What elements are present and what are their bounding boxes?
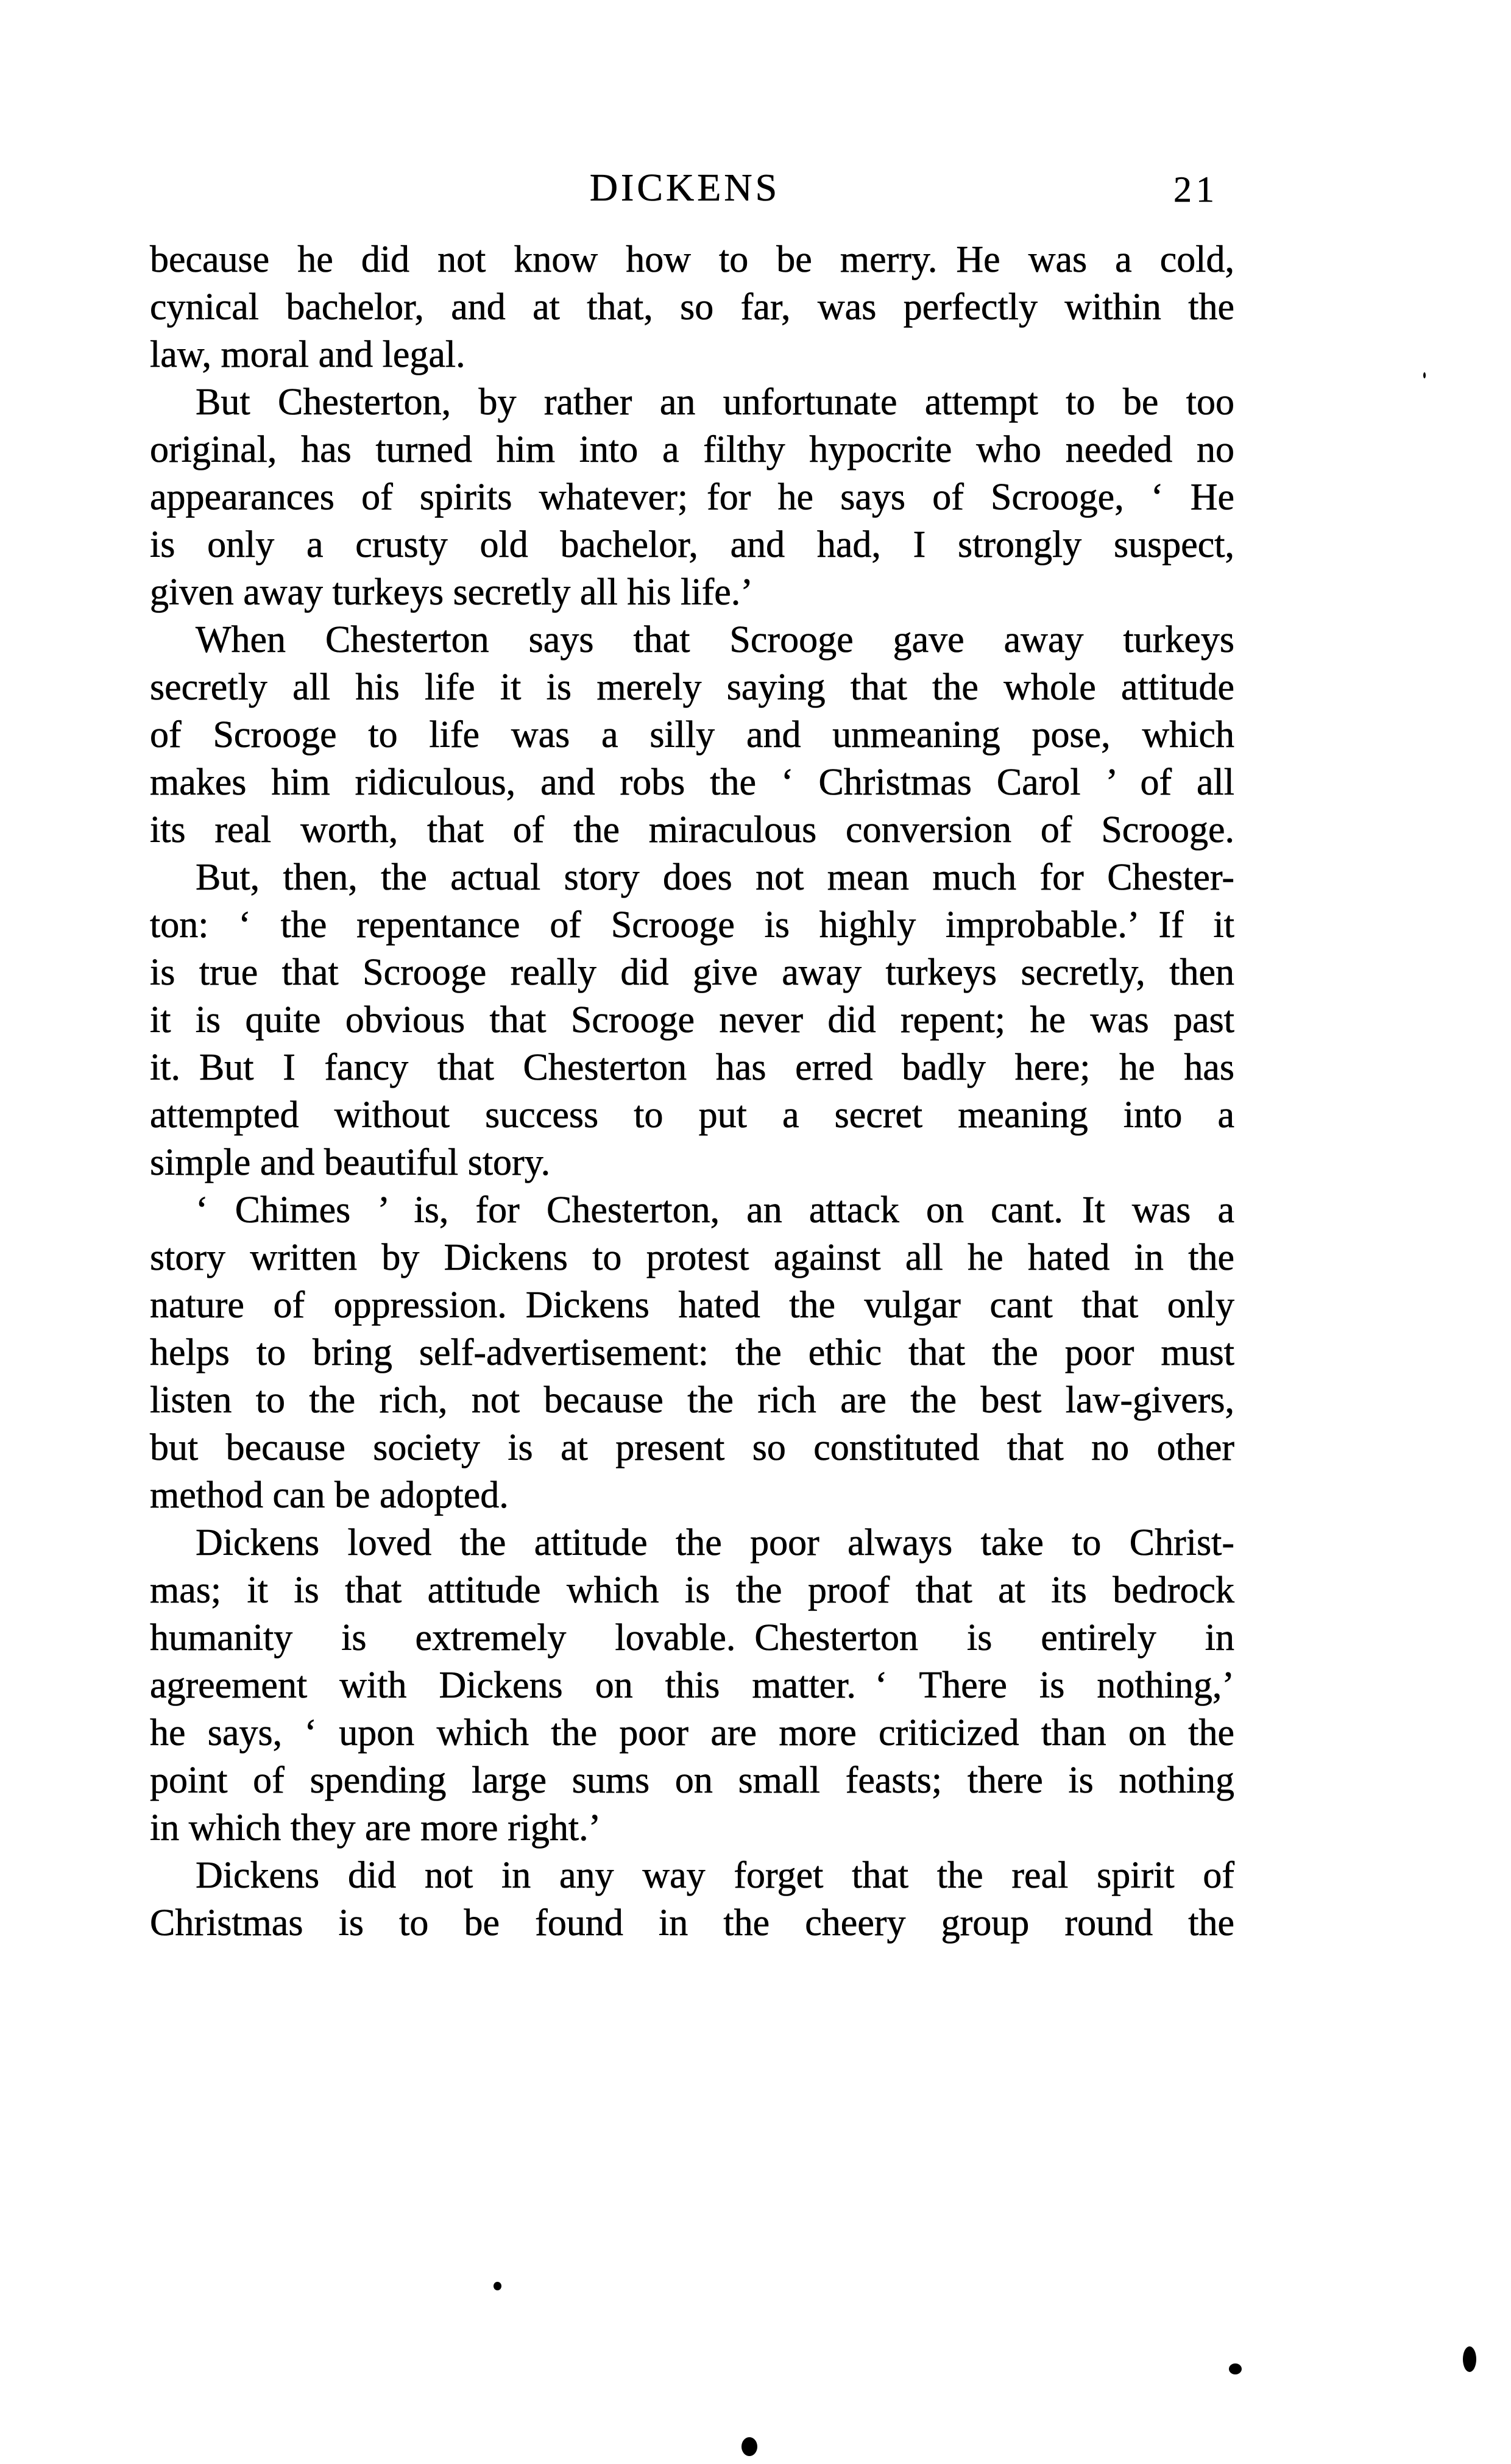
paragraph-4 — [150, 854, 1234, 1186]
text-line: of Scrooge to life was a silly and unmeaning pose, which — [150, 714, 1234, 756]
text-line: listen to the rich, not because the rich are the best law-givers, — [150, 1379, 1234, 1421]
text-line: its real worth, that of the miraculous conversion of Scrooge. — [150, 809, 1234, 851]
paragraph-6 — [150, 1519, 1234, 1852]
text-line: nature of oppression. Dickens hated the vulgar cant that only — [150, 1284, 1234, 1326]
page-title: DICKENS — [589, 166, 780, 209]
text-line: is only a crusty old bachelor, and had, I strongly suspect, — [150, 524, 1234, 565]
text-line: ‘ Chimes ’ is, for Chesterton, an attack on cant. It was a — [196, 1189, 1234, 1231]
text-line: humanity is extremely lovable. Chesterton is entirely in — [150, 1617, 1234, 1659]
text-line: original, has turned him into a filthy hypocrite who needed no — [150, 429, 1234, 470]
text-line: he says, ‘ upon which the poor are more criticized than on the — [150, 1712, 1234, 1754]
text-line: because he did not know how to be merry. He was a cold, — [150, 239, 1234, 280]
paragraph-7 — [150, 1852, 1234, 1947]
ink-speck-4 — [1463, 2346, 1476, 2372]
ink-speck-5 — [741, 2437, 757, 2456]
text-line: appearances of spirits whatever; for he says of Scrooge, ‘ He — [150, 476, 1234, 518]
paragraph-2 — [150, 378, 1234, 616]
text-line: Dickens loved the attitude the poor always take to Christ- — [196, 1522, 1234, 1563]
text-line: attempted without success to put a secret meaning into a — [150, 1094, 1234, 1136]
text-line: agreement with Dickens on this matter. ‘ There is nothing,’ — [150, 1665, 1234, 1706]
text-line: ton: ‘ the repentance of Scrooge is highly improbable.’ If it — [150, 904, 1234, 946]
ink-speck-2 — [1423, 372, 1426, 378]
paragraph-1 — [150, 236, 1234, 378]
text-line: mas; it is that attitude which is the proof that at its bedrock — [150, 1570, 1234, 1611]
text-line: in which they are more right.’ — [150, 1807, 601, 1849]
text-line: given away turkeys secretly all his life.’ — [150, 572, 753, 613]
text-line: it. But I fancy that Chesterton has erred badly here; he has — [150, 1047, 1234, 1088]
running-header — [150, 163, 1234, 212]
text-line: law, moral and legal. — [150, 334, 465, 375]
text-line: it is quite obvious that Scrooge never did repent; he was past — [150, 999, 1234, 1041]
text-line: is true that Scrooge really did give away turkeys secretly, then — [150, 952, 1234, 993]
text-line: but because society is at present so constituted that no other — [150, 1427, 1234, 1468]
paragraph-3 — [150, 616, 1234, 854]
text-line: But, then, the actual story does not mean much for Chester- — [196, 857, 1234, 898]
text-line: makes him ridiculous, and robs the ‘ Christmas Carol ’ of all — [150, 762, 1234, 803]
text-line: story written by Dickens to protest against all he hated in the — [150, 1237, 1234, 1278]
ink-speck-3 — [1229, 2363, 1242, 2374]
text-line: But Chesterton, by rather an unfortunate attempt to be too — [196, 381, 1234, 423]
paragraph-5 — [150, 1186, 1234, 1519]
text-line: Dickens did not in any way forget that the real spirit of — [196, 1855, 1234, 1896]
text-line: When Chesterton says that Scrooge gave away turkeys — [196, 619, 1234, 660]
text-line: secretly all his life it is merely saying that the whole attitude — [150, 667, 1234, 708]
page-number: 21 — [1173, 169, 1219, 210]
text-line: method can be adopted. — [150, 1475, 509, 1516]
text-line: helps to bring self-advertisement: the ethic that the poor must — [150, 1332, 1234, 1373]
text-line: Christmas is to be found in the cheery group round the — [150, 1902, 1234, 1944]
text-block — [150, 236, 1234, 1947]
ink-speck-1 — [494, 2282, 501, 2290]
text-line: cynical bachelor, and at that, so far, was perfectly within the — [150, 286, 1234, 328]
text-line: point of spending large sums on small feasts; there is nothing — [150, 1760, 1234, 1801]
text-line: simple and beautiful story. — [150, 1142, 551, 1183]
